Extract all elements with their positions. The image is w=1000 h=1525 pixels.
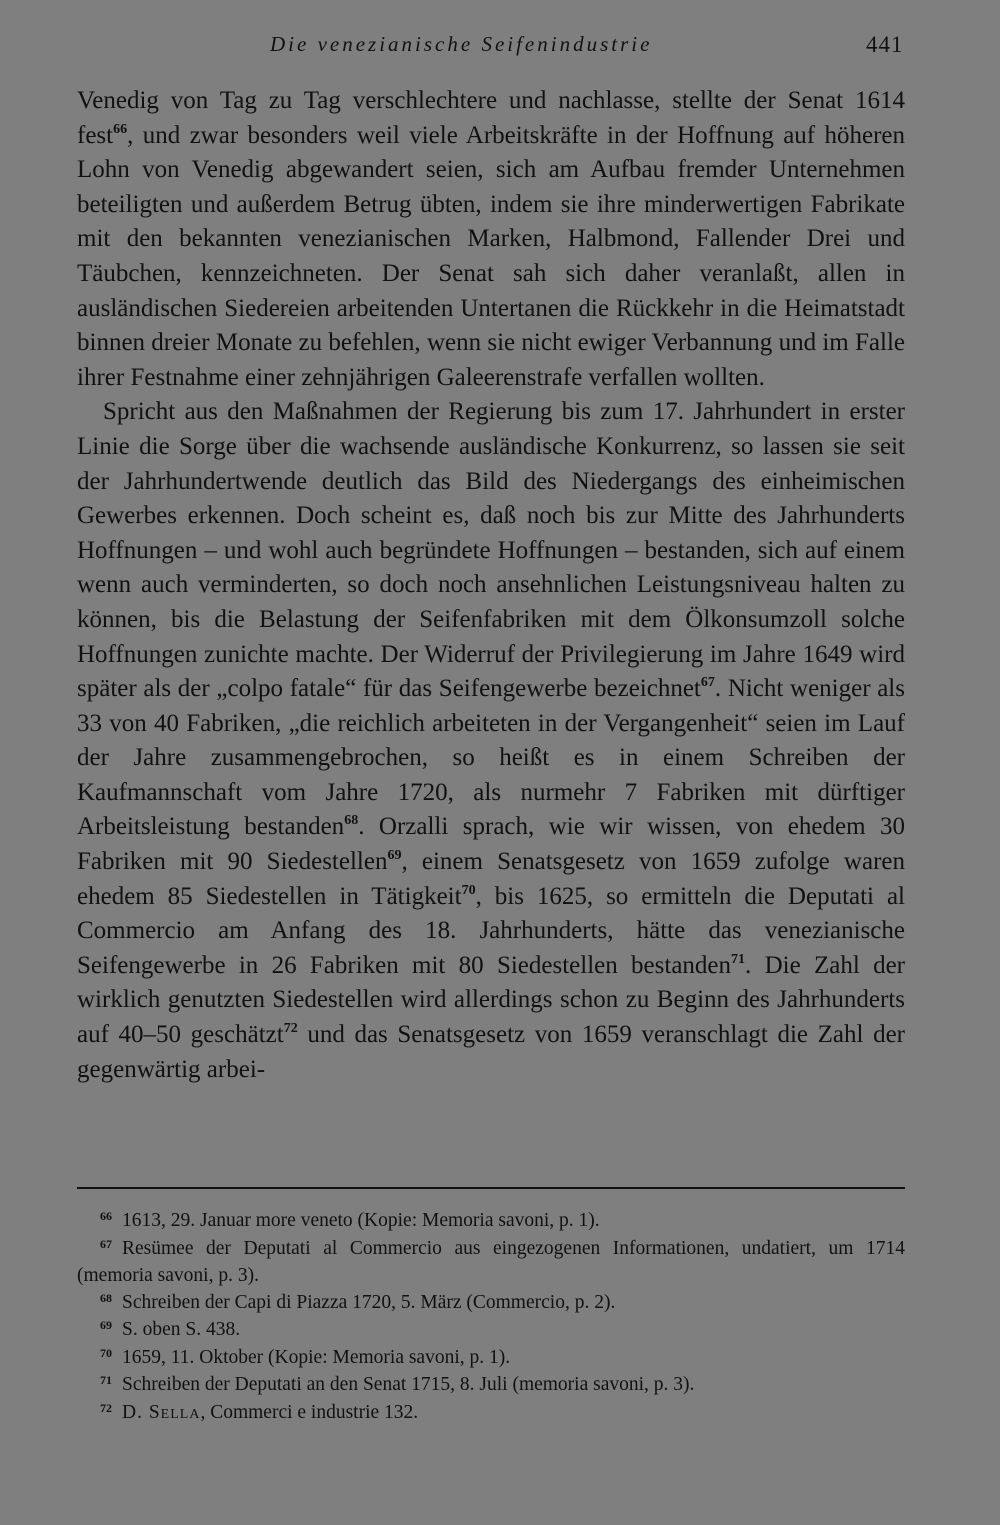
paragraph-text: . Die Zahl der wirklich genutzten Siedestellen wird allerdings schon zu Beginn des Jahrhunderts auf 40–50 geschätzt <box>77 951 905 1049</box>
footnote-text: Schreiben der Deputati an den Senat 1715, 8. Juli (memoria savoni, p. 3). <box>122 1374 695 1395</box>
paragraph-text: Venedig von Tag zu Tag verschlechtere und nachlasse, stellte der Senat 1614 fest <box>77 87 905 149</box>
footnote-author: D. Sella <box>122 1401 201 1423</box>
running-title: Die venezianische Seifenindustrie <box>270 32 653 56</box>
footnote-text: 1659, 11. Oktober (Kopie: Memoria savoni, p. 1). <box>122 1346 511 1368</box>
footnote-number: 70 <box>100 1345 112 1360</box>
footnote-reference: 66 <box>113 121 128 137</box>
footnote <box>77 1345 905 1373</box>
footnote <box>77 1400 905 1428</box>
paragraph-text: , einem Senatsgesetz von 1659 zufolge waren ehedem 85 Siedestellen in Tätigkeit <box>77 848 905 910</box>
page-header <box>0 28 1000 68</box>
footnote-reference: 69 <box>387 848 402 864</box>
footnote <box>77 1208 905 1236</box>
footnote <box>77 1317 905 1345</box>
body-paragraph <box>77 84 905 395</box>
paragraph-text: Spricht aus den Maßnahmen der Regierung bis zum 17. Jahrhundert in erster Linie die Sorge über die wachsende ausländische Konkurrenz, so lassen sie seit der Jahrhundertwende deutlich das Bild des Niedergangs des einheimischen Gewerbes erkennen. Doch scheint es, daß noch bis zur Mitte des Jahrhunderts Hoffnungen – und wohl auch begründete Hoffnungen – bestanden, sich auf einem wenn auch verminderten, so doch noch ansehnlichen Leistungsniveau halten zu können, bis die Belastung der Seifenfabriken mit dem Ölkonsumzoll solche Hoffnungen zunichte machte. Der Widerruf der Privilegierung im Jahre 1649 wird später als der „colpo fatale“ für das Seifengewerbe bezeichnet <box>77 398 905 703</box>
paragraph-text: . Orzalli sprach, wie wir wissen, von ehedem 30 Fabriken mit 90 Siedestellen <box>77 813 905 876</box>
footnote <box>77 1372 905 1400</box>
body-paragraph <box>77 395 905 1087</box>
footnotes <box>77 1208 905 1427</box>
footnote-number: 66 <box>100 1209 112 1223</box>
footnote-number: 68 <box>100 1290 112 1305</box>
footnote-divider <box>77 1187 905 1189</box>
page-number: 441 <box>866 32 904 57</box>
paragraph-text: . Nicht weniger als 33 von 40 Fabriken, „die reichlich arbeiteten in der Vergangenheit“ seien im Lauf der Jahre zusammengebrochen, so heißt es in einem Schreiben der Kaufmannschaft vom Jahre 1720, als nurmehr 7 Fabriken mit dürftiger Arbeitsleistung bestanden <box>77 675 905 841</box>
footnote <box>77 1236 905 1290</box>
footnote <box>77 1290 905 1318</box>
footnote-text: Resümee der Deputati al Commercio aus eingezogenen Informationen, undatiert, um 1714 (memoria savoni, p. 3). <box>77 1237 905 1286</box>
footnote-text: Schreiben der Capi di Piazza 1720, 5. März (Commercio, p. 2). <box>122 1291 616 1313</box>
footnote-number: 67 <box>100 1236 112 1251</box>
footnote-reference: 71 <box>731 951 746 967</box>
footnote-reference: 67 <box>700 675 715 691</box>
footnote-number: 72 <box>100 1400 112 1415</box>
paragraph-text: , und zwar besonders weil viele Arbeitskräfte in der Hoffnung auf höheren Lohn von Venedig abgewandert seien, sich am Aufbau fremder Unternehmen beteiligten und außerdem Betrug übten, indem sie ihre minderwertigen Fabrikate mit den bekannten venezianischen Marken, Halbmond, Fallender Drei und Täubchen, kennzeichneten. Der Senat sah sich daher veranlaßt, allen in ausländischen Siedereien arbeitenden Untertanen die Rückkehr in die Heimatstadt binnen dreier Monate zu befehlen, wenn sie nicht ewiger Verbannung und im Falle ihrer Festnahme einer zehnjährigen Galeerenstrafe verfallen wollten. <box>77 121 905 391</box>
footnote-text: 1613, 29. Januar more veneto (Kopie: Memoria savoni, p. 1). <box>122 1210 600 1231</box>
paragraph-text: und das Senatsgesetz von 1659 veranschlagt die Zahl der gegenwärtig arbei- <box>77 1021 905 1083</box>
footnote-reference: 70 <box>461 882 476 898</box>
paragraph-text: , bis 1625, so ermitteln die Deputati al Commercio am Anfang des 18. Jahrhunderts, hätte das venezianische Seifengewerbe in 26 Fabriken mit 80 Siedestellen bestanden <box>77 882 905 979</box>
footnote-text: S. oben S. 438. <box>122 1319 241 1340</box>
footnote-reference: 68 <box>344 813 359 829</box>
footnote-number: 69 <box>100 1318 112 1332</box>
footnote-text: , Commerci e industrie 132. <box>200 1401 419 1423</box>
footnote-reference: 72 <box>283 1021 298 1037</box>
footnote-number: 71 <box>100 1373 112 1387</box>
body-text <box>77 84 905 1087</box>
